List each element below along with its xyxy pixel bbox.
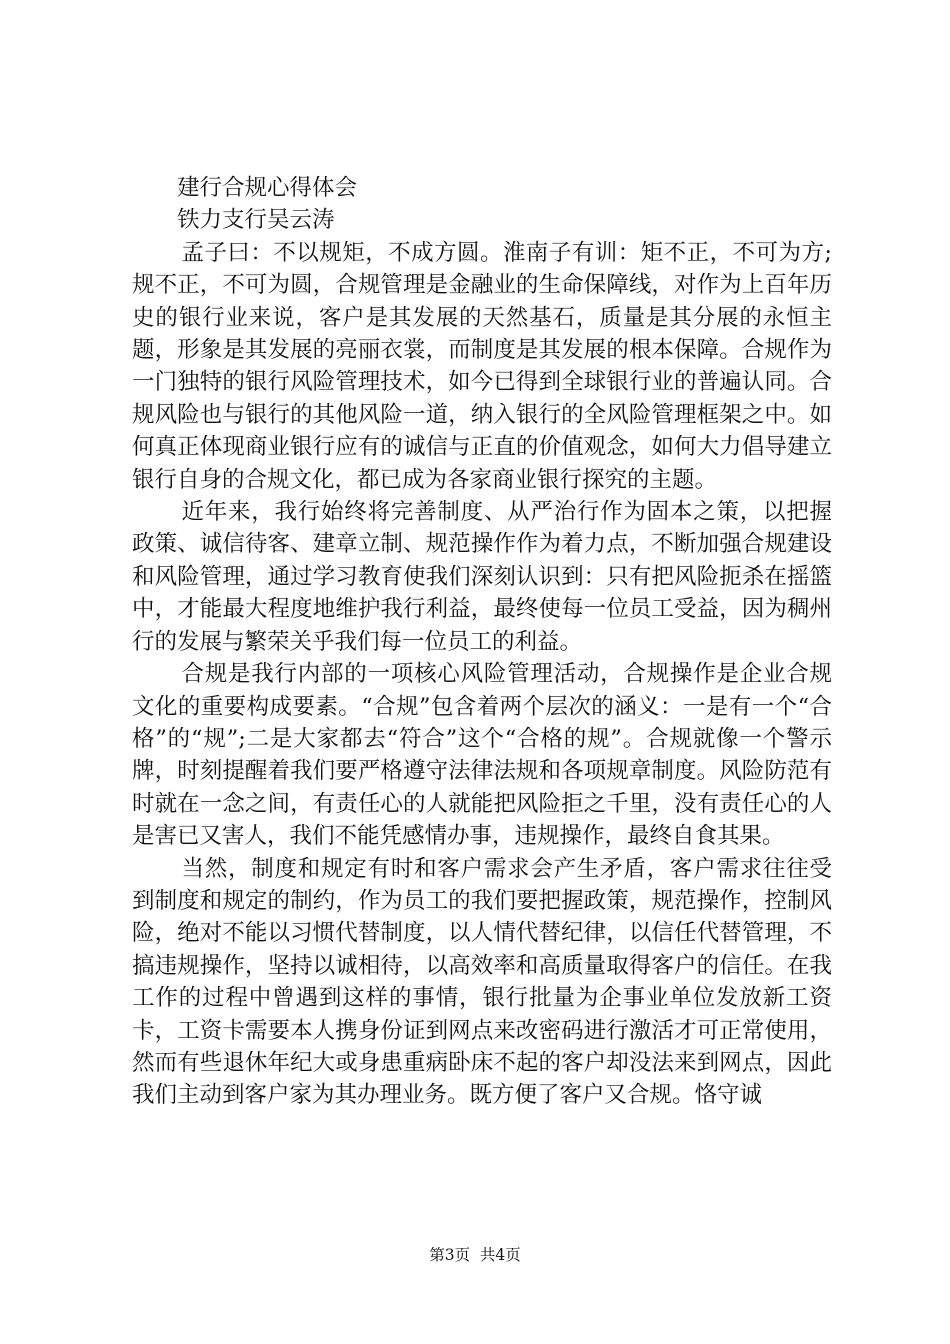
- page-footer: [0, 1244, 950, 1266]
- paragraph-4: 当然，制度和规定有时和客户需求会产生矛盾，客户需求往往受到制度和规定的制约，作为员工的我们要把握政策，规范操作，控制风险，绝对不能以习惯代替制度，以人情代替纪律，以信任代替管理，不搞违规操作，坚持以诚相待，以高效率和高质量取得客户的信任。在我工作的过程中曾遇到这样的事情，银行批量为企事业单位发放新工资卡，工资卡需要本人携身份证到网点来改密码进行激活才可正常使用，然而有些退休年纪大或身患重病卧床不起的客户却没法来到网点，因此我们主动到客户家为其办理业务。既方便了客户又合规。恪守诚: [132, 855, 832, 1109]
- paragraph-3: 合规是我行内部的一项核心风险管理活动，合规操作是企业合规文化的重要构成要素。“合规”包含着两个层次的涵义：一是有一个“合格”的“规”;二是大家都去“符合”这个“合格的规”。合规就像一个警示牌，时刻提醒着我们要严格遵守法律法规和各项规章制度。风险防范有时就在一念之间，有责任心的人就能把风险拒之千里，没有责任心的人是害已又害人，我们不能凭感情办事，违规操作，最终自食其果。: [132, 661, 832, 850]
- document-body: [132, 172, 832, 1112]
- paragraph-1: 孟子曰：不以规矩，不成方圆。淮南子有训：矩不正，不可为方;规不正，不可为圆，合规管理是金融业的生命保障线，对作为上百年历史的银行业来说，客户是其发展的天然基石，质量是其分展的永恒主题，形象是其发展的亮丽衣裳，而制度是其发展的根本保障。合规作为一门独特的银行风险管理技术，如今已得到全球银行业的普遍认同。合规风险也与银行的其他风险一道，纳入银行的全风险管理框架之中。如何真正体现商业银行应有的诚信与正直的价值观念，如何大力倡导建立银行自身的合规文化，都已成为各家商业银行探究的主题。: [132, 239, 832, 493]
- paragraph-2: 近年来，我行始终将完善制度、从严治行作为固本之策，以把握政策、诚信待客、建章立制、规范操作作为着力点，不断加强合规建设和风险管理，通过学习教育使我们深刻认识到：只有把风险扼杀在摇篮中，才能最大程度地维护我行利益，最终使每一位员工受益，因为稠州行的发展与繁荣关乎我们每一位员工的利益。: [132, 499, 832, 655]
- document-title: 建行合规心得体会: [177, 175, 358, 201]
- document-author: 铁力支行吴云涛: [177, 207, 335, 234]
- page-number-label: 第3页 共4页: [429, 1246, 521, 1264]
